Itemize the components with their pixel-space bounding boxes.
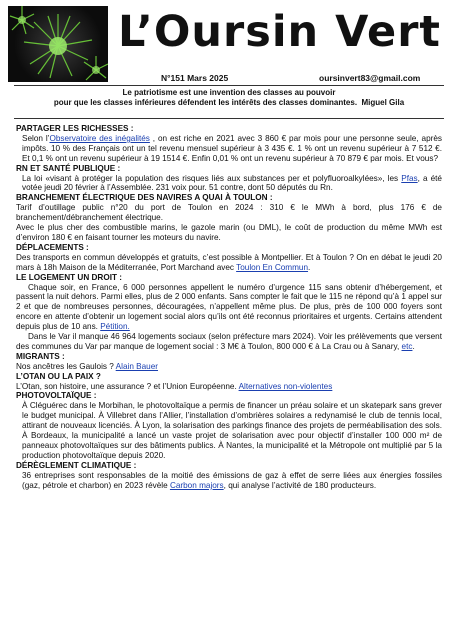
section-deplacements	[16, 243, 442, 273]
section-title: RN ET SANTÉ PUBLIQUE :	[16, 163, 121, 173]
header-divider	[14, 85, 444, 86]
article-list	[16, 124, 442, 491]
link-alain-bauer[interactable]: Alain Bauer	[115, 361, 159, 371]
section-branchement	[16, 193, 442, 243]
section-title: L’OTAN OU LA PAIX ?	[16, 371, 101, 381]
section-title: PARTAGER LES RICHESSES :	[16, 124, 134, 133]
section-rn-sante	[16, 164, 442, 194]
section-body: 36 entreprises sont responsables de la moitié des émissions de gaz à effet de serre liées aux énergies fossiles (gaz, pétrole et charbon) en 2023 révèle Carbon majors, qui analyse l’activité de 180 producteurs.	[22, 470, 442, 490]
section-climat	[16, 461, 442, 491]
section-title: PHOTOVOLTAÏQUE :	[16, 391, 97, 401]
section-body: L’Otan, son histoire, une assurance ? et l’Union Européenne. Alternatives non-violentes	[16, 381, 333, 391]
section-body-2: Dans le Var il manque 46 964 logements sociaux (selon préfecture mars 2024). Voir les prélèvements que versent des communes du Var par manque de logement social : 3 M€ à Toulon, 800 000 € à La Crau ou à Sanary, etc.	[16, 332, 442, 351]
section-body: Tarif d’outillage public n°20 du port de Toulon en 2024 : 310 € le MWh à bord, plus 176 € de branchement/débranchement électrique.	[16, 203, 442, 223]
section-title: DÉPLACEMENTS :	[16, 242, 89, 252]
link-petition[interactable]: Pétition.	[100, 322, 130, 332]
quote-line-1: Le patriotisme est une invention des classes au pouvoir	[122, 88, 336, 97]
section-body: À Cléguérec dans le Morbihan, le photovoltaïque a permis de financer un préau solaire et un skatepark sans grever le budget municipal. À Villebret dans l’Allier, l’installation d’ombrières solaires a redynamisé le club de tennis local, attirant de nouveaux licenciés. À Lyon, la solarisation des parkings finance des projets de perméabilisation des sols. À Bordeaux, la municipalité a lancé un vaste projet de solarisation avec pour objectif d’installer 100 000 m² de panneaux photovoltaïques sur des bâtiments publics. À Nantes, la municipalité et la Métropole ont multiplié par 5 la production photovoltaïque depuis 2020.	[22, 401, 442, 460]
link-etc[interactable]: etc	[401, 341, 413, 351]
section-title: DÉRÈGLEMENT CLIMATIQUE :	[16, 460, 137, 470]
link-observatoire[interactable]: Observatoire des inégalités	[49, 133, 150, 143]
section-body: Selon l’Observatoire des inégalités , on est riche en 2021 avec 3 860 € par mois pour une personne seule, après impôts. 10 % des Français ont un tel revenu mensuel supérieur à 3 435 €. 1 % ont un revenu supérieur à 7 512 €. Et 0,1 % ont un revenu supérieur à 19 1514 €. Enfin 0,01 % ont un revenu supérieur à 70 879 € par mois. Et vous?	[22, 133, 442, 163]
section-otan	[16, 372, 442, 392]
section-migrants	[16, 352, 442, 372]
section-body-2: Avec le plus cher des combustible marins, le gazole marin (ou DML), le coût de production du même MWh est d’environ 180 € en faisant tourner les moteurs du navire.	[16, 223, 442, 242]
section-title: BRANCHEMENT ÉLECTRIQUE DES NAVIRES A QUAI À TOULON :	[16, 193, 273, 203]
quote-text: pour que les classes inférieures défendent les intérêts des classes dominantes.	[53, 98, 358, 107]
section-title: MIGRANTS :	[16, 351, 65, 361]
contact-email[interactable]: oursinvert83@gmail.com	[319, 73, 421, 83]
link-toulon-en-commun[interactable]: Toulon En Commun	[236, 262, 309, 272]
sea-urchin-logo	[8, 6, 108, 82]
sea-urchin-icon	[8, 6, 108, 82]
section-body: Des transports en commun développés et gratuits, c’est possible à Montpellier. Et à Toulon ? On en débat le jeudi 20 mars à 18h Maison de la Méditerranée, Port Marchand avec Toulon En Commun.	[16, 252, 442, 272]
quote-line-2	[14, 98, 444, 108]
section-body: Nos ancêtres les Gaulois ? Alain Bauer	[16, 361, 159, 371]
quote-author: Miguel Gila	[361, 98, 405, 107]
section-photovoltaique	[16, 391, 442, 460]
issue-number: N°151 Mars 2025	[161, 73, 229, 83]
quote-divider	[14, 118, 444, 119]
link-alternatives[interactable]: Alternatives non-violentes	[238, 381, 333, 391]
section-title: LE LOGEMENT UN DROIT :	[16, 272, 122, 282]
section-logement	[16, 273, 442, 352]
section-body: Chaque soir, en France, 6 000 personnes appellent le numéro d’urgence 115 sans obtenir d’hébergement, et passent la nuit dehors. Parmi elles, plus de 2 000 enfants. Sans compter le fait que le 115 ne répond qu’à 1 appel sur 2 et que de nombreuses personnes, découragées, n’appellent même plus. De plus, près de 100 000 foyers sont encore en attente d’obtenir un logement social alors qu’ils ont été reconnus prioritaires et urgents. Certains attendent depuis plus de 10 ans. Pétition.	[16, 282, 442, 332]
newsletter-title: L’Oursin Vert	[118, 7, 441, 57]
epigraph-quote	[14, 88, 444, 108]
link-carbon-majors[interactable]: Carbon majors	[169, 480, 224, 490]
section-body: La loi «visant à protéger la population des risques liés aux substances per et polyfluoroalkylées», les Pfas, a été votée jeudi 20 février à l’Assemblée. 231 voix pour. 51 contre, dont 50 députés du Rn.	[22, 173, 442, 193]
link-pfas[interactable]: Pfas	[401, 173, 418, 183]
section-partager	[16, 124, 442, 164]
